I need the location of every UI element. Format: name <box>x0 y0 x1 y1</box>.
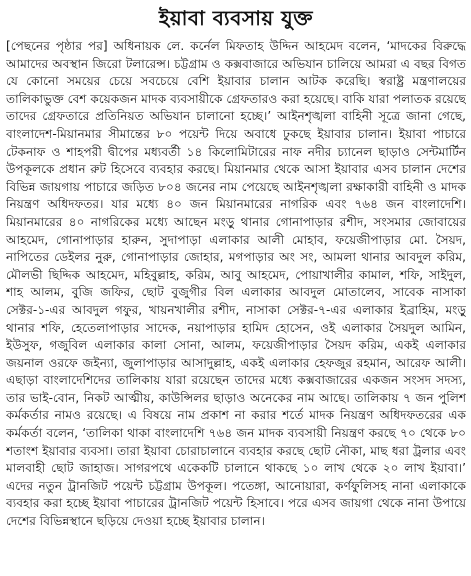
continued-from-label: [পেছনের পৃষ্ঠার পর] <box>6 39 108 53</box>
article-body-text: অধিনায়ক লে. কর্নেল মিফতাহ উদ্দিন আহমেদ বলেন, ‘মাদকের বিরুদ্ধে আমাদের অবস্থান জিরো টলারেন্স। চট্টগ্রাম ও কক্সবাজারে অভিযান চালিয়ে আমরা এ বছর বিগত যে কোনো সময়ের চেয়ে সবচেয়ে বেশি ইয়াবার চালান আটক করেছি। স্বরাষ্ট্র মন্ত্রণালয়ের তালিকাভুক্ত বেশ কয়েকজন মাদক ব্যবসায়ীকে গ্রেফতারও করা হয়েছে। বাকি যারা পলাতক রয়েছে তাদের গ্রেফতারে প্রতিনিয়ত অভিযান চালানো হচ্ছে।’ আইনশৃঙ্খলা বাহিনী সূত্রে জানা গেছে, বাংলাদেশ-মিয়ানমার সীমান্তের ৮০ পয়েন্ট দিয়ে অবাধে ঢুকছে ইয়াবার চালান। ইয়াবা পাচারে টেকনাফ ও শাহপরী দ্বীপের মধ্যবর্তী ১৪ কিলোমিটারের নাফ নদীর চ্যানেল ছাড়াও সেন্টমার্টিন উপকূলকে প্রধান রুট হিসেবে ব্যবহার করছে। মিয়ানমার থেকে আসা ইয়াবার এসব চালান দেশের বিভিন্ন জায়গায় পাচারে জড়িত ৮০৪ জনের নাম পেয়েছে আইনশৃঙ্খলা রক্ষাকারী বাহিনী ও মাদক নিয়ন্ত্রণ অধিদফতর। যার মধ্যে ৪০ জন মিয়ানমারের নাগরিক এবং ৭৬৪ জন বাংলাদেশি। মিয়ানমারের ৪০ নাগরিকের মধ্যে আছেন মংড়ু থানার গোনাপাড়ার রশীদ, সংসমার জোবায়ের আহমেদ, গোনাপাড়ার হারুন, সুদাপাড়া এলাকার আলী মোহাব, ফয়েজীপাড়ার মো. সৈয়দ, নাপিতের ডেইলর নুরু, গোনাপাড়ার জোহার, মগপাড়ার অং সং, আমলা থানার আবদুল করিম, মৌলভী ছিদ্দিক আহমেদ, মহিবুল্লাহ, করিম, আবু আহমেদ, পোয়াখালীর কামাল, শফি, সাইদুল, শাহ আলম, বুজি জফির, ছোট বুজুগীর বিল এলাকার আবদুল মোতালেব, সাবেক নাসাকা সেক্টর-১-এর আবদুল গফুর, খায়নখালীর রশীদ, নাসাকা সেক্টর-৭-এর এলাকার ইব্রাহিম, মংড়ু থানার শফি, হেতেলাপাড়ার সাদেক, নয়াপাড়ার হামিদ হোসেন, ওই এলাকার সৈয়দুল আমিন, ইউসুফ, গজুবিল এলাকার কালা সোনা, আলম, ফয়েজীপাড়ার সৈয়দ করিম, একই এলাকার জয়নাল ওরফে জইন্যা, জুলাপাড়ার আসাদুল্লাহ, একই এলাকার হেফজুর রহমান, আরেফ আলী। এছাড়া বাংলাদেশিদের তালিকায় যারা রয়েছেন তাদের মধ্যে কক্সবাজারের একজন সংসদ সদস্য, তার ভাই-বোন, নিকট আত্মীয়, কাউন্সিলর ছাড়াও অনেকের নাম আছে। তালিকায় ৭ জন পুলিশ কর্মকর্তার নামও রয়েছে। এ বিষয়ে নাম প্রকাশ না করার শর্তে মাদক নিয়ন্ত্রণ অধিদফতরের এক কর্মকর্তা বলেন, ‘তালিকা থাকা বাংলাদেশি ৭৬৪ জন মাদক ব্যবসায়ী নিয়ন্ত্রণ করছে ৭০ থেকে ৮০ শতাংশ ইয়াবার ব্যবসা। তারা ইয়াবা চোরাচালানে ব্যবহার করছে ছোট নৌকা, মাছ ধরা ট্রলার এবং মালবাহী ছোট জাহাজ। সাগরপথে একেকটি চালানে থাকছে ১০ লাখ থেকে ২০ লাখ ইয়াবা।’ এদের নতুন ট্রানজিট পয়েন্ট চট্টগ্রাম উপকূল। পতেঙ্গা, আনোয়ারা, কর্ণফুলিসহ নানা এলাকাকে ব্যবহার করা হচ্ছে ইয়াবা পাচারের ট্রানজিট পয়েন্ট হিসাবে। পরে এসব জায়গা থেকে নানা উপায়ে দেশের বিভিন্নস্থানে ছড়িয়ে দেওয়া হচ্ছে ইয়াবার চালান। <box>6 39 466 529</box>
article-body <box>6 38 466 576</box>
article-paragraph <box>6 38 466 531</box>
article-headline: ইয়াবা ব্যবসায় যুক্ত <box>158 6 314 30</box>
